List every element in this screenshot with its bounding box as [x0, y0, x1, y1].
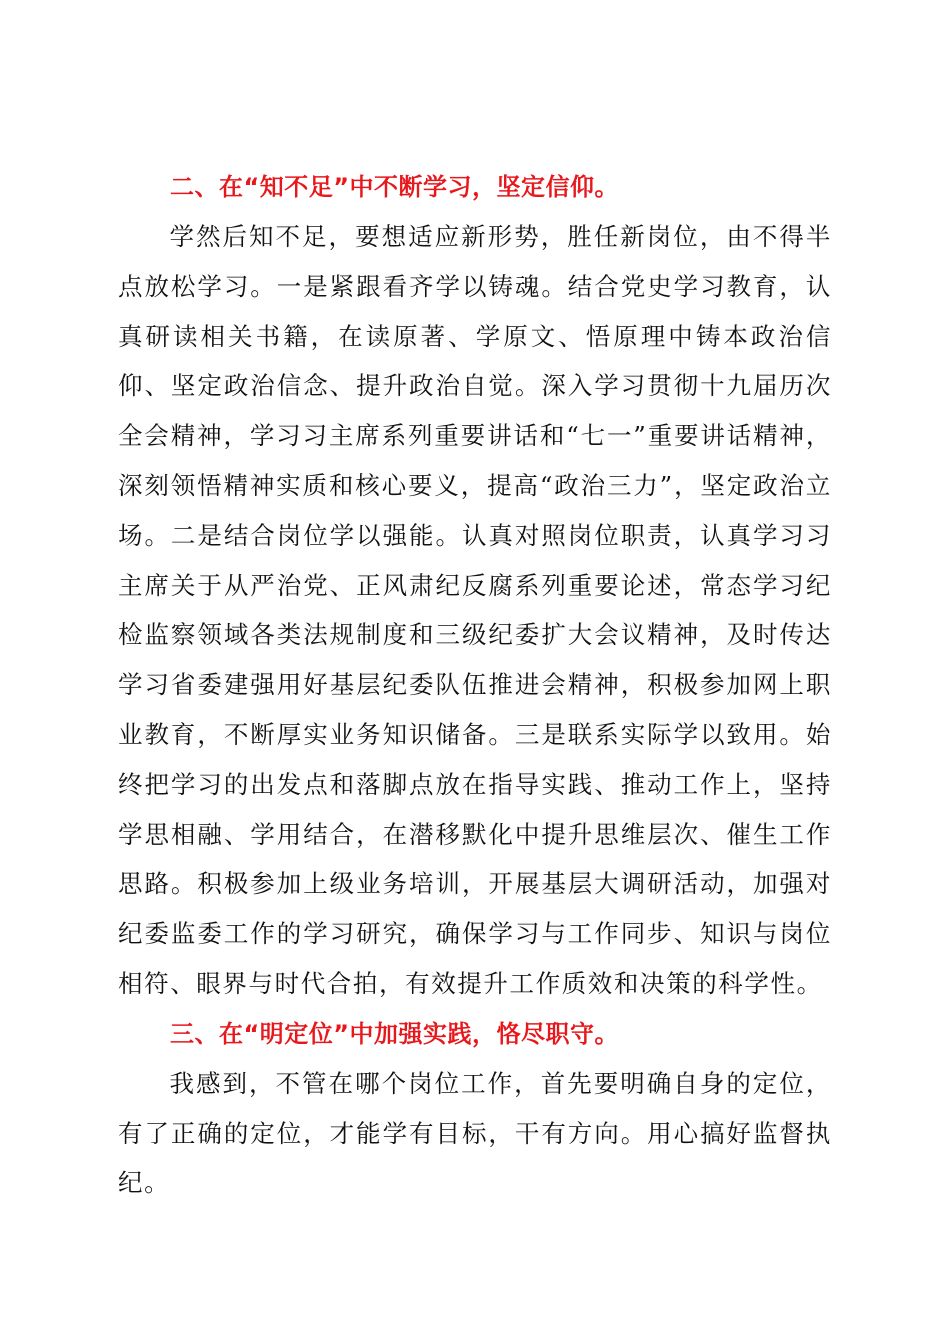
section-paragraph-2: 学然后知不足，要想适应新形势，胜任新岗位，由不得半点放松学习。一是紧跟看齐学以铸魂。结合党史学习教育，认真研读相关书籍，在读原著、学原文、悟原理中铸本政治信仰、坚定政治信念、提升政治自觉。深入学习贯彻十九届历次全会精神，学习习主席系列重要讲话和“七一”重要讲话精神，深刻领悟精神实质和核心要义，提高“政治三力”，坚定政治立场。二是结合岗位学以强能。认真对照岗位职责，认真学习习主席关于从严治党、正风肃纪反腐系列重要论述，常态学习纪检监察领域各类法规制度和三级纪委扩大会议精神，及时传达学习省委建强用好基层纪委队伍推进会精神，积极参加网上职业教育，不断厚实业务知识储备。三是联系实际学以致用。始终把学习的出发点和落脚点放在指导实践、推动工作上，坚持学思相融、学用结合，在潜移默化中提升思维层次、催生工作思路。积极参加上级业务培训，开展基层大调研活动，加强对纪委监委工作的学习研究，确保学习与工作同步、知识与岗位相符、眼界与时代合拍，有效提升工作质效和决策的科学性。 — [118, 222, 832, 998]
section-heading-2: 二、在“知不足”中不断学习，坚定信仰。 — [170, 173, 620, 201]
section-paragraph-3: 我感到，不管在哪个岗位工作，首先要明确自身的定位，有了正确的定位，才能学有目标，干有方向。用心搞好监督执纪。 — [118, 1068, 832, 1198]
section-heading-3: 三、在“明定位”中加强实践，恪尽职守。 — [170, 1019, 620, 1048]
document-body — [118, 162, 832, 1208]
